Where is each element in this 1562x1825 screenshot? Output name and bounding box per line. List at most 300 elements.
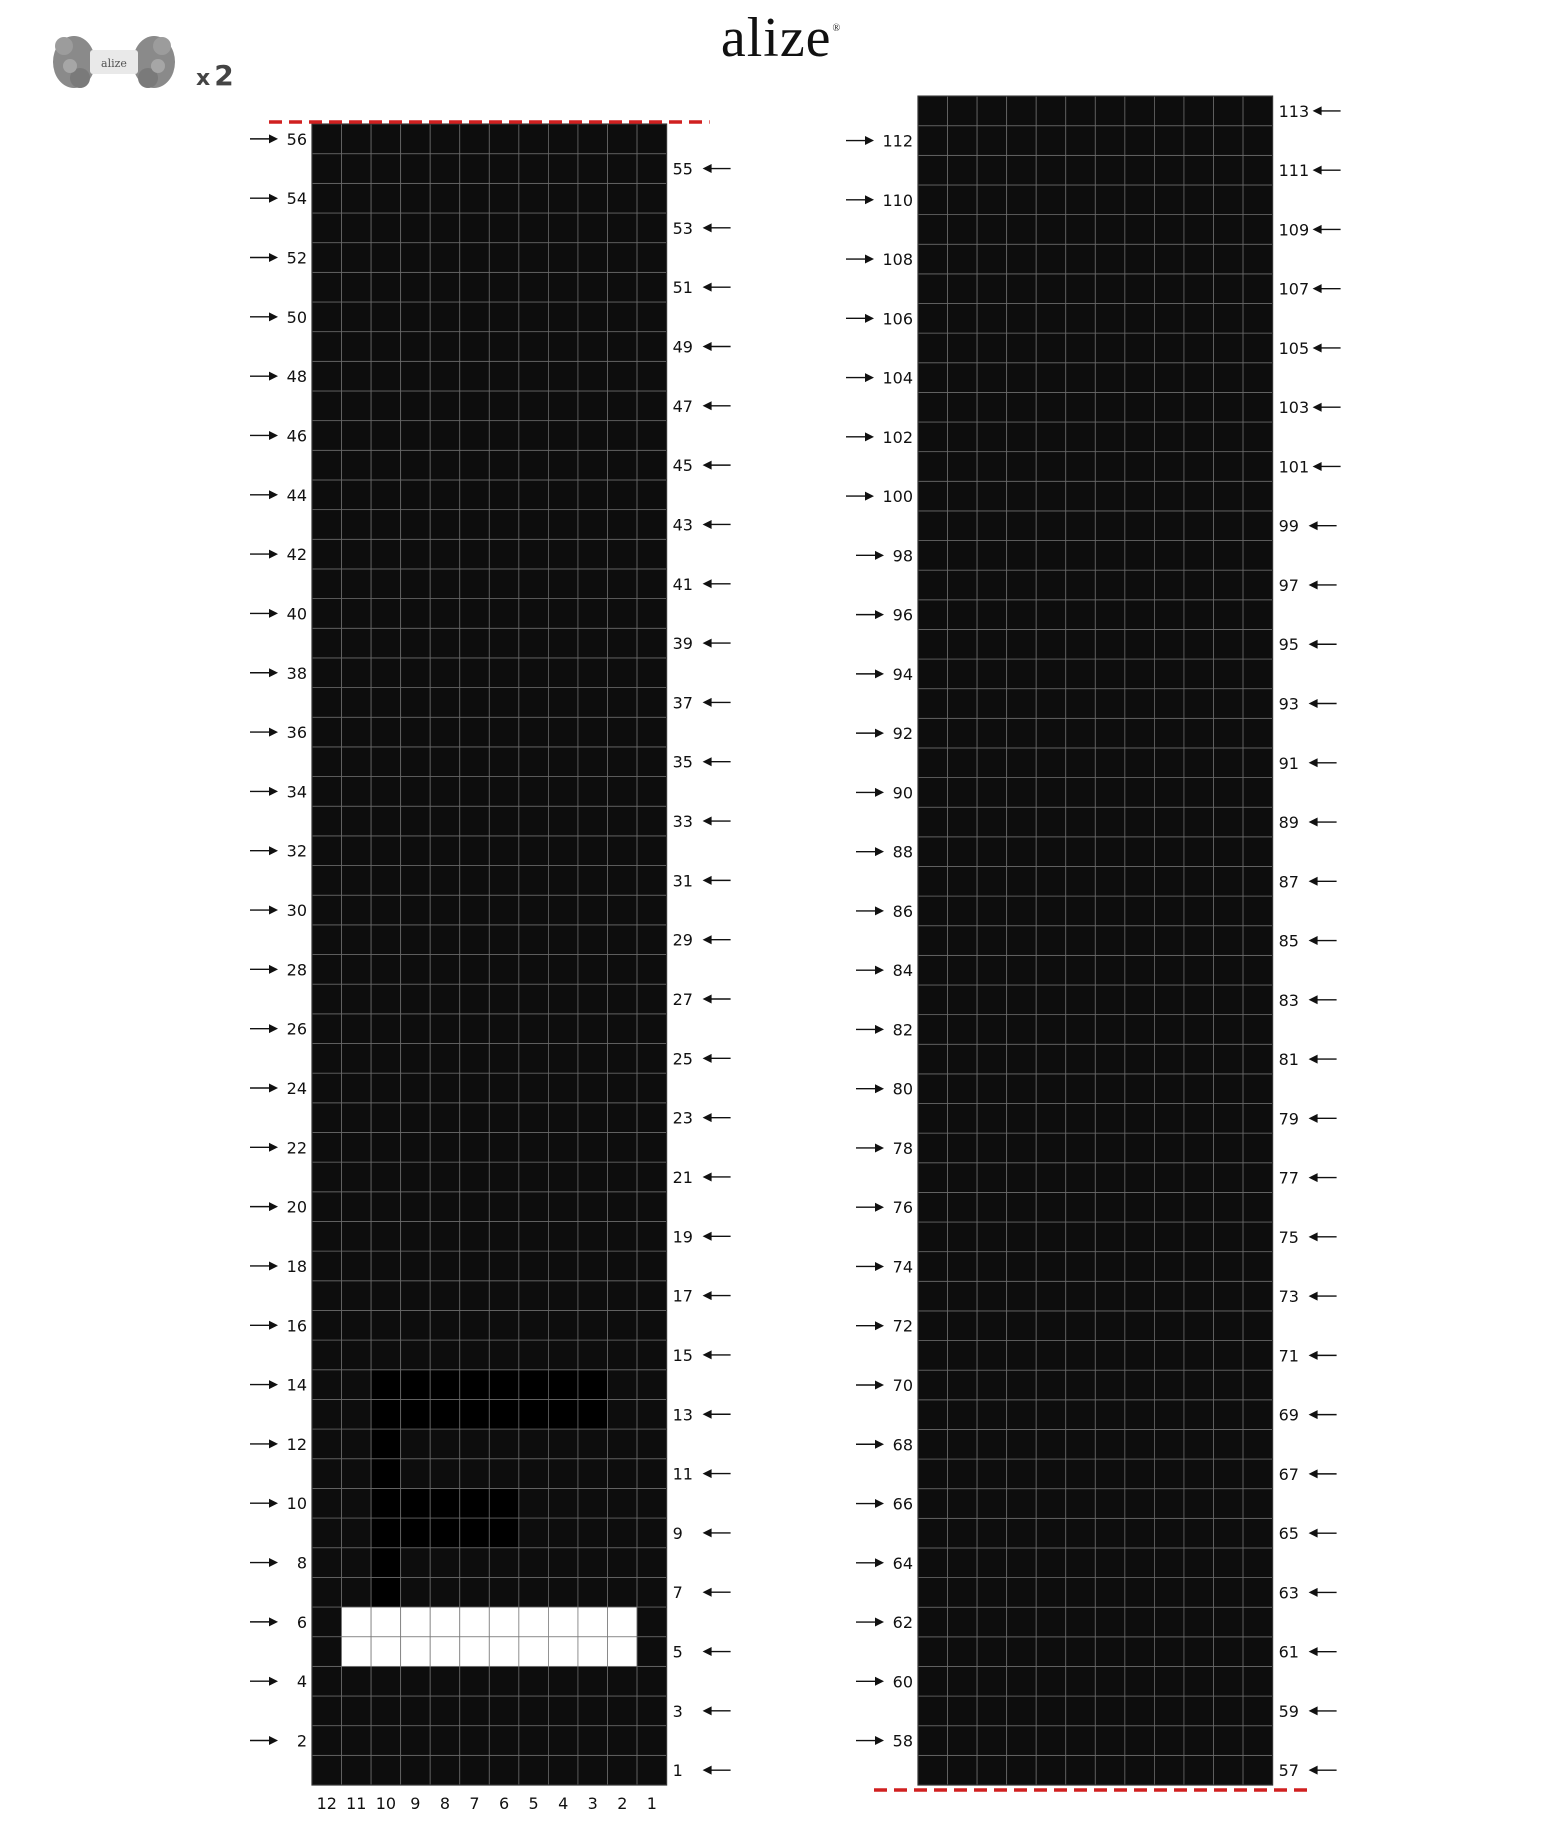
chart-cell xyxy=(1066,600,1096,630)
chart-cell xyxy=(371,1696,401,1726)
chart-cell xyxy=(401,1251,431,1281)
chart-cell xyxy=(1095,1400,1125,1430)
chart-cell xyxy=(548,925,578,955)
row-number: 35 xyxy=(672,752,693,772)
chart-cell xyxy=(1184,1726,1214,1756)
chart-cell xyxy=(460,1014,490,1044)
chart-cell xyxy=(1214,689,1244,719)
chart-cell xyxy=(608,599,638,629)
chart-cell xyxy=(342,1192,372,1222)
chart-cell xyxy=(1066,807,1096,837)
chart-cell xyxy=(342,1518,372,1548)
chart-cell xyxy=(430,1488,460,1518)
chart-cell xyxy=(637,302,667,332)
chart-cell xyxy=(948,1429,978,1459)
row-number: 16 xyxy=(286,1316,307,1336)
chart-cell xyxy=(1007,1607,1037,1637)
chart-cell xyxy=(401,1162,431,1192)
chart-cell xyxy=(1095,126,1125,156)
chart-cell xyxy=(342,421,372,451)
chart-cell xyxy=(519,1073,549,1103)
chart-cell xyxy=(1125,511,1155,541)
chart-cell xyxy=(948,481,978,511)
chart-cell xyxy=(977,1726,1007,1756)
chart-cell xyxy=(948,333,978,363)
chart-cell xyxy=(977,1400,1007,1430)
chart-cell xyxy=(430,1073,460,1103)
chart-cell xyxy=(637,332,667,362)
chart-cell xyxy=(1214,600,1244,630)
chart-cell xyxy=(460,628,490,658)
chart-cell xyxy=(1243,155,1273,185)
chart-cell xyxy=(401,1666,431,1696)
chart-cell xyxy=(948,629,978,659)
chart-cell xyxy=(948,1726,978,1756)
chart-cell xyxy=(918,1637,948,1667)
chart-cell xyxy=(1007,1548,1037,1578)
chart-cell xyxy=(1125,1222,1155,1252)
chart-cell xyxy=(401,925,431,955)
chart-cell xyxy=(977,1163,1007,1193)
chart-cell xyxy=(1095,1578,1125,1608)
chart-cell xyxy=(371,1251,401,1281)
chart-cell xyxy=(548,1607,578,1637)
chart-cell xyxy=(312,1459,342,1489)
row-marker xyxy=(673,1227,731,1246)
chart-cell xyxy=(401,1459,431,1489)
chart-cell xyxy=(1214,1341,1244,1371)
chart-cell xyxy=(578,1518,608,1548)
row-number: 28 xyxy=(286,960,307,980)
logo-text: alize xyxy=(720,7,832,69)
chart-cell xyxy=(1154,1607,1184,1637)
chart-cell xyxy=(548,1666,578,1696)
row-number: 24 xyxy=(286,1079,307,1098)
chart-cell xyxy=(948,422,978,452)
chart-cell xyxy=(548,1310,578,1340)
chart-cell xyxy=(1036,215,1066,245)
chart-cell xyxy=(460,1666,490,1696)
chart-cell xyxy=(1243,1104,1273,1134)
chart-cell xyxy=(1154,185,1184,215)
chart-cell xyxy=(1184,896,1214,926)
chart-cell xyxy=(1007,511,1037,541)
chart-cell xyxy=(1214,807,1244,837)
chart-cell xyxy=(1007,1400,1037,1430)
chart-cell xyxy=(460,836,490,866)
row-marker xyxy=(846,428,913,447)
chart-cell xyxy=(948,392,978,422)
chart-cell xyxy=(977,1222,1007,1252)
chart-cell xyxy=(430,1192,460,1222)
chart-cell xyxy=(948,1489,978,1519)
row-number: 91 xyxy=(1278,753,1299,773)
row-marker xyxy=(856,1554,913,1573)
row-number: 69 xyxy=(1278,1405,1299,1425)
row-marker xyxy=(250,308,307,327)
chart-cell xyxy=(578,332,608,362)
chart-cell xyxy=(1007,155,1037,185)
chart-cell xyxy=(548,1637,578,1667)
chart-cell xyxy=(1184,1400,1214,1430)
chart-cell xyxy=(430,1607,460,1637)
chart-cell xyxy=(342,1162,372,1192)
chart-cell xyxy=(977,244,1007,274)
panel-right xyxy=(846,96,1341,1785)
chart-cell xyxy=(578,599,608,629)
chart-cell xyxy=(519,599,549,629)
chart-cell xyxy=(312,1755,342,1785)
chart-cell xyxy=(342,154,372,184)
chart-cell xyxy=(401,391,431,421)
chart-cell xyxy=(342,213,372,243)
chart-cell xyxy=(1214,926,1244,956)
chart-cell xyxy=(1095,1104,1125,1134)
chart-cell xyxy=(401,984,431,1014)
chart-cell xyxy=(548,599,578,629)
chart-cell xyxy=(1095,1726,1125,1756)
chart-cell xyxy=(948,1518,978,1548)
chart-cell xyxy=(637,1429,667,1459)
chart-cell xyxy=(1184,1222,1214,1252)
chart-cell xyxy=(1007,1311,1037,1341)
chart-cell xyxy=(637,1044,667,1074)
row-number: 90 xyxy=(892,783,913,803)
chart-cell xyxy=(1066,896,1096,926)
chart-cell xyxy=(637,1726,667,1756)
row-number: 26 xyxy=(286,1019,307,1039)
chart-cell xyxy=(1007,1370,1037,1400)
chart-cell xyxy=(548,154,578,184)
chart-cell xyxy=(460,510,490,540)
chart-cell xyxy=(519,1726,549,1756)
chart-cell xyxy=(1214,1459,1244,1489)
chart-cell xyxy=(312,1399,342,1429)
chart-cell xyxy=(430,1251,460,1281)
row-marker xyxy=(673,1049,731,1068)
chart-cell xyxy=(948,600,978,630)
chart-cell xyxy=(1154,1044,1184,1074)
chart-cell xyxy=(430,1281,460,1311)
chart-cell xyxy=(1214,215,1244,245)
chart-cell xyxy=(1154,1370,1184,1400)
chart-cell xyxy=(608,895,638,925)
chart-cell xyxy=(519,836,549,866)
chart-cell xyxy=(519,777,549,807)
chart-cell xyxy=(1214,1578,1244,1608)
chart-cell xyxy=(548,1162,578,1192)
chart-cell xyxy=(548,569,578,599)
row-number: 104 xyxy=(882,368,913,388)
chart-cell xyxy=(312,1221,342,1251)
chart-cell xyxy=(312,984,342,1014)
chart-cell xyxy=(1066,1637,1096,1667)
chart-cell xyxy=(460,1073,490,1103)
chart-cell xyxy=(519,243,549,273)
chart-cell xyxy=(977,126,1007,156)
chart-cell xyxy=(489,688,519,718)
chart-cell xyxy=(430,1548,460,1578)
chart-cell xyxy=(1243,126,1273,156)
chart-cell xyxy=(371,658,401,688)
chart-cell xyxy=(608,806,638,836)
chart-cell xyxy=(918,1074,948,1104)
chart-cell xyxy=(489,895,519,925)
chart-cell xyxy=(1036,1133,1066,1163)
row-number: 30 xyxy=(286,901,307,920)
chart-cell xyxy=(371,599,401,629)
chart-cell xyxy=(1184,96,1214,126)
chart-cell xyxy=(548,450,578,480)
row-marker xyxy=(673,1346,731,1365)
chart-cell xyxy=(1184,215,1214,245)
chart-cell xyxy=(1184,1429,1214,1459)
row-marker xyxy=(1279,1465,1337,1484)
chart-cell xyxy=(312,243,342,273)
chart-cell xyxy=(948,1133,978,1163)
row-number: 72 xyxy=(892,1316,913,1336)
chart-cell xyxy=(371,1726,401,1756)
chart-cell xyxy=(1184,1578,1214,1608)
chart-cell xyxy=(342,539,372,569)
chart-cell xyxy=(312,1637,342,1667)
chart-cell xyxy=(1243,689,1273,719)
chart-cell xyxy=(1125,452,1155,482)
chart-cell xyxy=(1125,778,1155,808)
chart-cell xyxy=(1154,392,1184,422)
chart-cell xyxy=(608,124,638,154)
chart-cell xyxy=(1125,689,1155,719)
chart-cell xyxy=(977,1666,1007,1696)
chart-cell xyxy=(948,659,978,689)
chart-cell xyxy=(460,421,490,451)
chart-cell xyxy=(430,361,460,391)
row-marker xyxy=(250,1435,307,1454)
row-marker xyxy=(856,1376,913,1395)
chart-cell xyxy=(608,1666,638,1696)
chart-cell xyxy=(548,302,578,332)
chart-cell xyxy=(519,1281,549,1311)
chart-cell xyxy=(608,421,638,451)
chart-cell xyxy=(460,272,490,302)
chart-cell xyxy=(578,1073,608,1103)
chart-cell xyxy=(312,806,342,836)
chart-cell xyxy=(1214,244,1244,274)
chart-cell xyxy=(548,1103,578,1133)
chart-cell xyxy=(637,599,667,629)
chart-cell xyxy=(489,450,519,480)
chart-cell xyxy=(312,1340,342,1370)
chart-cell xyxy=(918,807,948,837)
chart-cell xyxy=(977,274,1007,304)
chart-cell xyxy=(1095,274,1125,304)
row-number: 33 xyxy=(672,812,693,831)
chart-cell xyxy=(637,925,667,955)
row-number: 79 xyxy=(1278,1109,1299,1129)
chart-cell xyxy=(977,600,1007,630)
chart-cell xyxy=(371,510,401,540)
chart-cell xyxy=(1243,1281,1273,1311)
row-number: 65 xyxy=(1278,1524,1299,1544)
row-number: 44 xyxy=(286,485,307,505)
chart-cell xyxy=(1036,778,1066,808)
column-number: 3 xyxy=(587,1794,598,1813)
chart-cell xyxy=(1154,1341,1184,1371)
chart-cell xyxy=(977,1637,1007,1667)
row-number: 39 xyxy=(672,634,693,654)
chart-cell xyxy=(548,213,578,243)
chart-cell xyxy=(1243,896,1273,926)
chart-cell xyxy=(1243,1222,1273,1252)
chart-cell xyxy=(637,480,667,510)
chart-cell xyxy=(1184,333,1214,363)
chart-cell xyxy=(977,1311,1007,1341)
chart-cell xyxy=(1184,155,1214,185)
chart-cell xyxy=(1095,1518,1125,1548)
chart-cell xyxy=(948,1281,978,1311)
chart-cell xyxy=(519,272,549,302)
chart-cell xyxy=(1036,1370,1066,1400)
chart-cell xyxy=(430,1310,460,1340)
chart-cell xyxy=(489,480,519,510)
chart-cell xyxy=(1214,896,1244,926)
chart-cell xyxy=(1154,1281,1184,1311)
chart-cell xyxy=(312,1488,342,1518)
chart-cell xyxy=(1095,1607,1125,1637)
chart-cell xyxy=(1243,1637,1273,1667)
row-number: 105 xyxy=(1278,338,1310,358)
chart-cell xyxy=(371,124,401,154)
row-number: 49 xyxy=(672,337,693,357)
chart-cell xyxy=(342,658,372,688)
chart-cell xyxy=(371,480,401,510)
chart-cell xyxy=(342,895,372,925)
chart-cell xyxy=(371,1429,401,1459)
chart-cell xyxy=(1095,1074,1125,1104)
chart-cell xyxy=(1214,1400,1244,1430)
chart-cell xyxy=(578,569,608,599)
chart-cell xyxy=(430,1399,460,1429)
chart-cell xyxy=(342,1044,372,1074)
chart-cell xyxy=(948,748,978,778)
chart-cell xyxy=(312,1726,342,1756)
chart-cell xyxy=(430,1696,460,1726)
chart-cell xyxy=(1184,748,1214,778)
chart-cell xyxy=(1125,333,1155,363)
row-number: 12 xyxy=(286,1434,307,1454)
row-marker xyxy=(856,665,913,684)
chart-cell xyxy=(637,1132,667,1162)
chart-cell xyxy=(977,1755,1007,1785)
row-number: 41 xyxy=(672,574,693,594)
chart-cell xyxy=(1184,1607,1214,1637)
chart-cell xyxy=(312,599,342,629)
row-marker xyxy=(673,1702,731,1721)
chart-cell xyxy=(342,836,372,866)
chart-cell xyxy=(578,1577,608,1607)
row-number: 62 xyxy=(892,1613,913,1632)
chart-cell xyxy=(1125,1252,1155,1282)
chart-cell xyxy=(1154,689,1184,719)
chart-cell xyxy=(1214,1133,1244,1163)
chart-cell xyxy=(519,450,549,480)
row-number: 68 xyxy=(892,1435,913,1455)
chart-cell xyxy=(948,1163,978,1193)
chart-cell xyxy=(1095,1163,1125,1193)
chart-cell xyxy=(371,1607,401,1637)
chart-cell xyxy=(430,717,460,747)
chart-cell xyxy=(578,539,608,569)
chart-cell xyxy=(1007,1578,1037,1608)
chart-cell xyxy=(1184,1341,1214,1371)
row-number: 94 xyxy=(892,664,913,684)
chart-cell xyxy=(637,806,667,836)
chart-cell xyxy=(519,1192,549,1222)
chart-cell xyxy=(371,866,401,896)
chart-cell xyxy=(371,1488,401,1518)
row-number: 20 xyxy=(286,1197,307,1217)
chart-cell xyxy=(637,183,667,213)
row-marker xyxy=(250,1376,307,1395)
chart-cell xyxy=(608,302,638,332)
row-marker xyxy=(856,902,913,921)
row-number: 81 xyxy=(1278,1050,1299,1070)
chart-cell xyxy=(312,1044,342,1074)
chart-cell xyxy=(1184,1459,1214,1489)
row-marker xyxy=(250,130,307,149)
chart-cell xyxy=(312,1518,342,1548)
chart-cell xyxy=(1214,955,1244,985)
chart-cell xyxy=(489,806,519,836)
chart-cell xyxy=(548,1696,578,1726)
chart-cell xyxy=(578,1103,608,1133)
chart-cell xyxy=(342,124,372,154)
chart-cell xyxy=(1066,244,1096,274)
chart-cell xyxy=(578,302,608,332)
chart-cell xyxy=(977,778,1007,808)
chart-cell xyxy=(489,1073,519,1103)
chart-cell xyxy=(342,1607,372,1637)
chart-cell xyxy=(519,1577,549,1607)
chart-cell xyxy=(918,126,948,156)
chart-cell xyxy=(948,1015,978,1045)
chart-cell xyxy=(1184,481,1214,511)
chart-cell xyxy=(637,1103,667,1133)
chart-cell xyxy=(1095,1489,1125,1519)
chart-cell xyxy=(489,717,519,747)
row-number: 31 xyxy=(672,871,693,891)
chart-cell xyxy=(342,1370,372,1400)
chart-cell xyxy=(918,511,948,541)
chart-cell xyxy=(1095,1192,1125,1222)
chart-cell xyxy=(948,363,978,393)
chart-cell xyxy=(608,1103,638,1133)
chart-cell xyxy=(1243,570,1273,600)
chart-cell xyxy=(1036,1429,1066,1459)
chart-cell xyxy=(342,806,372,836)
chart-cell xyxy=(342,866,372,896)
chart-cell xyxy=(578,955,608,985)
chart-cell xyxy=(548,1548,578,1578)
chart-cell xyxy=(1214,1311,1244,1341)
row-marker xyxy=(250,842,307,861)
row-number: 40 xyxy=(286,604,307,624)
chart-cell xyxy=(1036,1192,1066,1222)
chart-cell xyxy=(1184,1518,1214,1548)
chart-cell xyxy=(489,1132,519,1162)
chart-cell xyxy=(578,1666,608,1696)
chart-cell xyxy=(401,1726,431,1756)
